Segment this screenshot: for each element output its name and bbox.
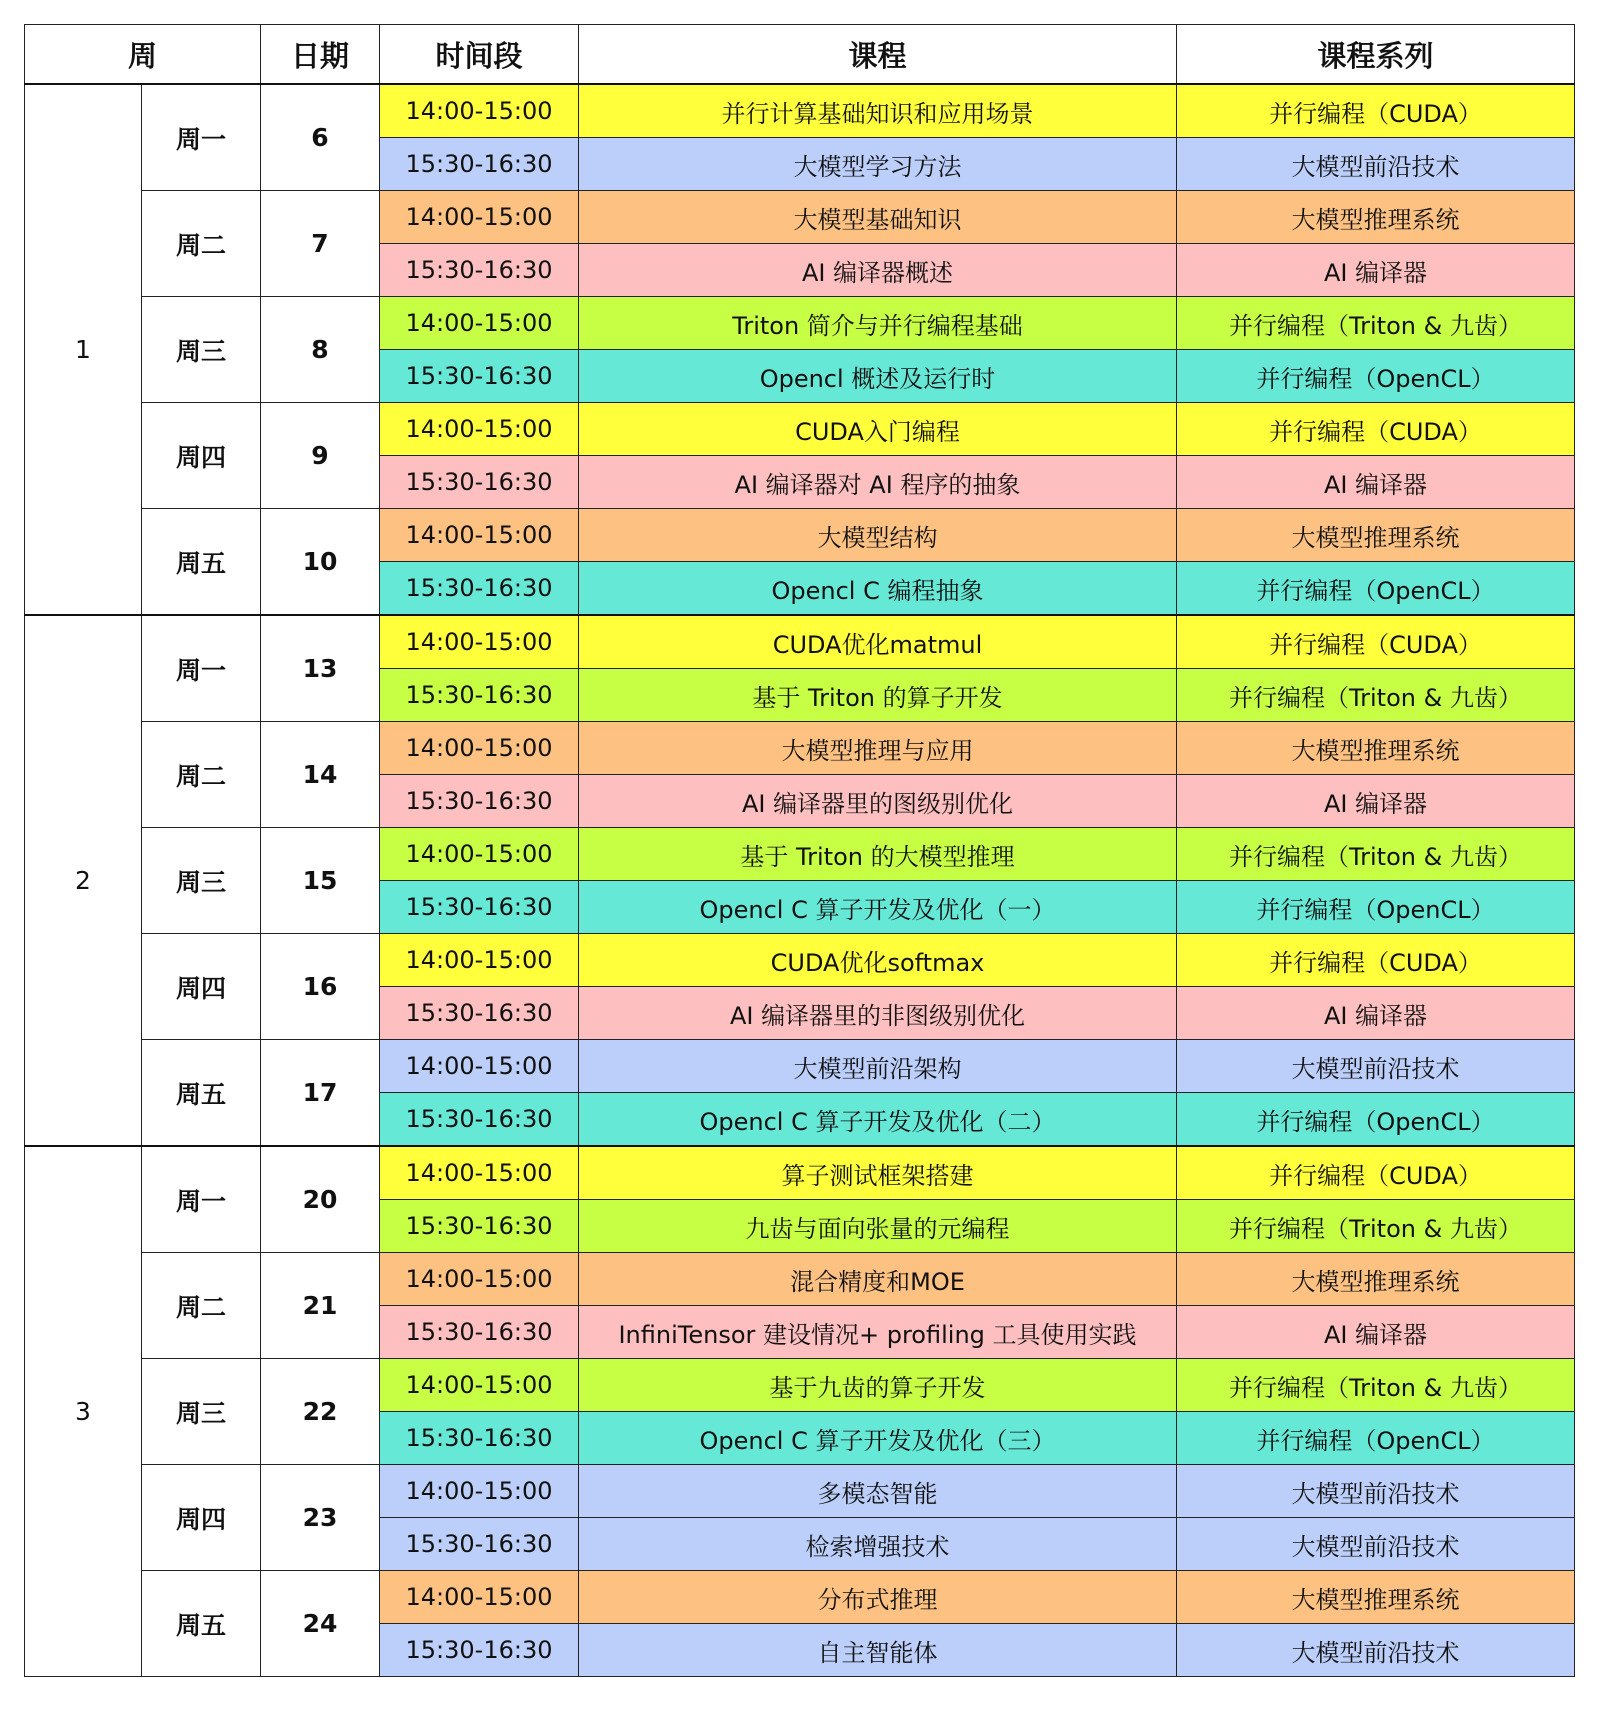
table-row [25, 1040, 1575, 1093]
series-cell: 大模型推理系统 [1177, 191, 1575, 244]
table-row [25, 191, 1575, 244]
time-slot-cell: 15:30-16:30 [380, 138, 579, 191]
header-series: 课程系列 [1177, 25, 1575, 85]
course-cell: 基于 Triton 的大模型推理 [579, 828, 1177, 881]
course-cell: CUDA优化matmul [579, 615, 1177, 669]
weekday-cell: 周四 [142, 1465, 261, 1571]
week-number-cell: 2 [25, 615, 142, 1146]
series-cell: 并行编程（CUDA） [1177, 615, 1575, 669]
series-cell: 并行编程（CUDA） [1177, 403, 1575, 456]
series-cell: 并行编程（CUDA） [1177, 1146, 1575, 1200]
course-cell: 检索增强技术 [579, 1518, 1177, 1571]
weekday-cell: 周五 [142, 509, 261, 616]
date-cell: 16 [261, 934, 380, 1040]
time-slot-cell: 15:30-16:30 [380, 775, 579, 828]
course-cell: Opencl C 算子开发及优化（三） [579, 1412, 1177, 1465]
series-cell: 并行编程（Triton & 九齿） [1177, 669, 1575, 722]
table-row [25, 1253, 1575, 1306]
time-slot-cell: 15:30-16:30 [380, 881, 579, 934]
weekday-cell: 周五 [142, 1571, 261, 1677]
series-cell: 大模型推理系统 [1177, 1253, 1575, 1306]
course-cell: 九齿与面向张量的元编程 [579, 1200, 1177, 1253]
series-cell: 大模型前沿技术 [1177, 1518, 1575, 1571]
course-cell: CUDA优化softmax [579, 934, 1177, 987]
time-slot-cell: 15:30-16:30 [380, 562, 579, 616]
date-cell: 21 [261, 1253, 380, 1359]
weekday-cell: 周一 [142, 615, 261, 722]
time-slot-cell: 15:30-16:30 [380, 1200, 579, 1253]
course-cell: 基于九齿的算子开发 [579, 1359, 1177, 1412]
date-cell: 14 [261, 722, 380, 828]
course-cell: 多模态智能 [579, 1465, 1177, 1518]
weekday-cell: 周一 [142, 84, 261, 191]
table-row [25, 615, 1575, 669]
weekday-cell: 周四 [142, 934, 261, 1040]
time-slot-cell: 14:00-15:00 [380, 934, 579, 987]
time-slot-cell: 15:30-16:30 [380, 987, 579, 1040]
course-cell: AI 编译器对 AI 程序的抽象 [579, 456, 1177, 509]
series-cell: 大模型前沿技术 [1177, 138, 1575, 191]
time-slot-cell: 15:30-16:30 [380, 1306, 579, 1359]
series-cell: 大模型推理系统 [1177, 1571, 1575, 1624]
course-cell: 大模型结构 [579, 509, 1177, 562]
course-cell: Opencl C 算子开发及优化（二） [579, 1093, 1177, 1147]
time-slot-cell: 14:00-15:00 [380, 722, 579, 775]
header-course: 课程 [579, 25, 1177, 85]
series-cell: AI 编译器 [1177, 244, 1575, 297]
time-slot-cell: 14:00-15:00 [380, 1253, 579, 1306]
table-row [25, 509, 1575, 562]
week-number-cell: 3 [25, 1146, 142, 1677]
weekday-cell: 周二 [142, 191, 261, 297]
course-cell: 大模型基础知识 [579, 191, 1177, 244]
series-cell: 并行编程（Triton & 九齿） [1177, 1200, 1575, 1253]
course-cell: AI 编译器里的非图级别优化 [579, 987, 1177, 1040]
time-slot-cell: 15:30-16:30 [380, 1412, 579, 1465]
time-slot-cell: 15:30-16:30 [380, 669, 579, 722]
series-cell: AI 编译器 [1177, 987, 1575, 1040]
table-row [25, 1359, 1575, 1412]
series-cell: 并行编程（CUDA） [1177, 84, 1575, 138]
time-slot-cell: 14:00-15:00 [380, 1146, 579, 1200]
date-cell: 20 [261, 1146, 380, 1253]
table-row [25, 722, 1575, 775]
date-cell: 23 [261, 1465, 380, 1571]
header-date: 日期 [261, 25, 380, 85]
series-cell: 并行编程（OpenCL） [1177, 881, 1575, 934]
time-slot-cell: 15:30-16:30 [380, 1093, 579, 1147]
time-slot-cell: 15:30-16:30 [380, 1518, 579, 1571]
series-cell: 大模型前沿技术 [1177, 1624, 1575, 1677]
table-row [25, 84, 1575, 138]
date-cell: 22 [261, 1359, 380, 1465]
table-row [25, 403, 1575, 456]
date-cell: 7 [261, 191, 380, 297]
date-cell: 10 [261, 509, 380, 616]
header-row [25, 25, 1575, 85]
date-cell: 8 [261, 297, 380, 403]
series-cell: 并行编程（Triton & 九齿） [1177, 1359, 1575, 1412]
table-row [25, 1465, 1575, 1518]
weekday-cell: 周三 [142, 828, 261, 934]
table-row [25, 934, 1575, 987]
series-cell: 并行编程（Triton & 九齿） [1177, 828, 1575, 881]
series-cell: AI 编译器 [1177, 1306, 1575, 1359]
table-row [25, 828, 1575, 881]
weekday-cell: 周二 [142, 722, 261, 828]
course-cell: CUDA入门编程 [579, 403, 1177, 456]
course-cell: AI 编译器概述 [579, 244, 1177, 297]
time-slot-cell: 14:00-15:00 [380, 403, 579, 456]
course-cell: AI 编译器里的图级别优化 [579, 775, 1177, 828]
weekday-cell: 周二 [142, 1253, 261, 1359]
header-week: 周 [25, 25, 261, 85]
header-time: 时间段 [380, 25, 579, 85]
series-cell: 并行编程（OpenCL） [1177, 562, 1575, 616]
course-schedule-table [24, 24, 1575, 1677]
course-cell: 算子测试框架搭建 [579, 1146, 1177, 1200]
table-row [25, 1146, 1575, 1200]
course-cell: Opencl C 编程抽象 [579, 562, 1177, 616]
course-cell: Opencl C 算子开发及优化（一） [579, 881, 1177, 934]
time-slot-cell: 14:00-15:00 [380, 828, 579, 881]
course-cell: 大模型前沿架构 [579, 1040, 1177, 1093]
time-slot-cell: 14:00-15:00 [380, 1571, 579, 1624]
weekday-cell: 周四 [142, 403, 261, 509]
weekday-cell: 周三 [142, 1359, 261, 1465]
schedule-body [25, 84, 1575, 1677]
series-cell: 大模型前沿技术 [1177, 1465, 1575, 1518]
course-cell: 大模型学习方法 [579, 138, 1177, 191]
time-slot-cell: 14:00-15:00 [380, 191, 579, 244]
week-number-cell: 1 [25, 84, 142, 615]
time-slot-cell: 14:00-15:00 [380, 1465, 579, 1518]
time-slot-cell: 15:30-16:30 [380, 350, 579, 403]
series-cell: 并行编程（OpenCL） [1177, 1093, 1575, 1147]
course-cell: 基于 Triton 的算子开发 [579, 669, 1177, 722]
course-cell: InfiniTensor 建设情况+ profiling 工具使用实践 [579, 1306, 1177, 1359]
series-cell: 并行编程（CUDA） [1177, 934, 1575, 987]
weekday-cell: 周五 [142, 1040, 261, 1147]
weekday-cell: 周三 [142, 297, 261, 403]
time-slot-cell: 14:00-15:00 [380, 1040, 579, 1093]
series-cell: 并行编程（OpenCL） [1177, 350, 1575, 403]
date-cell: 9 [261, 403, 380, 509]
time-slot-cell: 14:00-15:00 [380, 615, 579, 669]
course-cell: 混合精度和MOE [579, 1253, 1177, 1306]
table-row [25, 297, 1575, 350]
date-cell: 13 [261, 615, 380, 722]
series-cell: 并行编程（Triton & 九齿） [1177, 297, 1575, 350]
series-cell: 大模型推理系统 [1177, 509, 1575, 562]
course-cell: Opencl 概述及运行时 [579, 350, 1177, 403]
time-slot-cell: 14:00-15:00 [380, 1359, 579, 1412]
course-cell: Triton 简介与并行编程基础 [579, 297, 1177, 350]
course-cell: 并行计算基础知识和应用场景 [579, 84, 1177, 138]
course-cell: 分布式推理 [579, 1571, 1177, 1624]
course-cell: 大模型推理与应用 [579, 722, 1177, 775]
series-cell: AI 编译器 [1177, 456, 1575, 509]
time-slot-cell: 14:00-15:00 [380, 84, 579, 138]
course-cell: 自主智能体 [579, 1624, 1177, 1677]
time-slot-cell: 15:30-16:30 [380, 244, 579, 297]
time-slot-cell: 15:30-16:30 [380, 1624, 579, 1677]
series-cell: 大模型推理系统 [1177, 722, 1575, 775]
series-cell: 大模型前沿技术 [1177, 1040, 1575, 1093]
table-row [25, 1571, 1575, 1624]
weekday-cell: 周一 [142, 1146, 261, 1253]
date-cell: 15 [261, 828, 380, 934]
time-slot-cell: 15:30-16:30 [380, 456, 579, 509]
series-cell: 并行编程（OpenCL） [1177, 1412, 1575, 1465]
time-slot-cell: 14:00-15:00 [380, 509, 579, 562]
date-cell: 17 [261, 1040, 380, 1147]
series-cell: AI 编译器 [1177, 775, 1575, 828]
date-cell: 24 [261, 1571, 380, 1677]
date-cell: 6 [261, 84, 380, 191]
time-slot-cell: 14:00-15:00 [380, 297, 579, 350]
